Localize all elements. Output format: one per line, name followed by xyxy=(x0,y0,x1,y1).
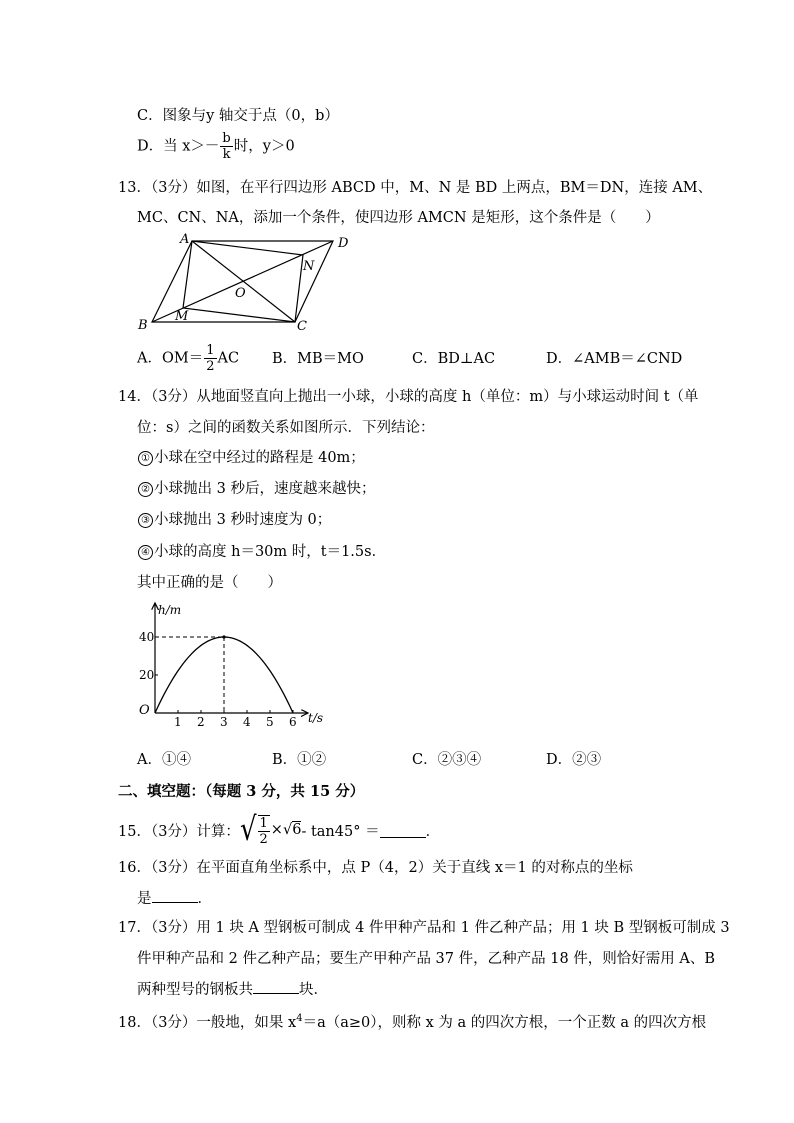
q15-end: ． xyxy=(425,823,441,840)
q15-sqrt-fraction xyxy=(258,815,270,846)
x-tick-label: 3 xyxy=(220,715,228,729)
q14-statement-4 xyxy=(137,540,386,561)
vertex-point xyxy=(222,635,225,638)
q15 xyxy=(118,812,440,848)
q15-sqrt-half xyxy=(239,811,271,849)
q15-times: × xyxy=(270,822,283,838)
q13-option-a-suffix: AC xyxy=(217,350,240,367)
x-axis-label: t/s xyxy=(308,711,324,725)
q14-height-time-graph xyxy=(130,598,335,730)
q13-option-a-prefix: A．OM＝ xyxy=(137,350,204,367)
y-tick-label: 20 xyxy=(139,668,155,682)
q13-fraction-num: 1 xyxy=(206,343,215,358)
q16-answer-blank[interactable] xyxy=(152,888,198,903)
label-a: A xyxy=(180,232,190,247)
q14-option-d: D．②③ xyxy=(546,752,602,768)
label-n: N xyxy=(303,259,315,274)
q13-stem-line2: MC、CN、NA，添加一个条件，使四边形 AMCN 是矩形，这个条件是（ ） xyxy=(137,210,660,226)
circled-3: ③ xyxy=(138,513,153,528)
q18-rest: ＝a（a≥0），则称 x 为 a 的四次方根，一个正数 a 的四次方根 xyxy=(302,1015,707,1031)
x-tick-label: 6 xyxy=(289,715,297,729)
label-b: B xyxy=(138,318,148,333)
x-tick-label: 4 xyxy=(243,715,251,729)
y-axis-label: h/m xyxy=(158,603,182,617)
q15-radicand: 6 xyxy=(292,822,302,838)
q18-line1 xyxy=(118,1011,706,1032)
q14-stem-line2: 位：s）之间的函数关系如图所示．下列结论： xyxy=(137,420,435,436)
q14-statement-1-text: 小球在空中经过的路程是 40m； xyxy=(154,450,365,466)
x-tick-label: 2 xyxy=(197,715,205,729)
label-d: D xyxy=(338,236,349,251)
label-m: M xyxy=(175,309,189,324)
label-o: O xyxy=(235,286,246,301)
x-tick-label: 5 xyxy=(266,715,274,729)
q14-statement-4-text: 小球的高度 h＝30m 时，t＝1.5s． xyxy=(154,544,387,560)
q16-line2-prefix: 是 xyxy=(137,891,152,907)
radical-sign-icon: √ xyxy=(239,811,257,849)
q17-line3-prefix: 两种型号的钢板共 xyxy=(137,982,253,998)
q13-option-c: C．BD⊥AC xyxy=(412,351,496,367)
q15-sqrt-six xyxy=(283,822,301,838)
q14-option-c: C．②③④ xyxy=(412,752,482,768)
q14-option-b: B．①② xyxy=(272,752,327,768)
q14-option-a: A．①④ xyxy=(137,752,191,768)
q18-prefix: 18．（3分）一般地，如果 x xyxy=(118,1015,297,1031)
q12-option-c: C．图象与y 轴交于点（0，b） xyxy=(137,108,339,124)
q13-stem-line1: 13．（3分）如图，在平行四边形 ABCD 中，M、N 是 BD 上两点，BM＝DN，连接 AM、 xyxy=(118,180,713,196)
q13-option-a xyxy=(137,344,239,373)
diagonal-ac xyxy=(192,241,295,322)
q12-option-d xyxy=(137,132,295,161)
label-c: C xyxy=(297,319,307,334)
section-2-title: 二、填空题：（每题 3 分，共 15 分） xyxy=(118,783,365,800)
q14-question: 其中正确的是（ ） xyxy=(137,575,282,591)
circled-2: ② xyxy=(138,482,153,497)
q15-prefix: 15．（3分）计算： xyxy=(118,823,240,840)
q13-parallelogram-figure xyxy=(135,230,365,335)
q12-fraction-den: k xyxy=(222,147,231,162)
q16-line2-end: ． xyxy=(197,891,212,907)
q13-option-d: D．∠AMB＝∠CND xyxy=(546,351,683,367)
q17-line1: 17．（3分）用 1 块 A 型钢板可制成 4 件甲种产品和 1 件乙种产品；用 1 块 B 型钢板可制成 3 xyxy=(118,920,730,936)
q17-answer-blank[interactable] xyxy=(253,979,299,994)
q16-line1: 16．（3分）在平面直角坐标系中，点 P（4，2）关于直线 x＝1 的对称点的坐标 xyxy=(118,860,633,876)
q17-line3-end: 块． xyxy=(299,982,328,998)
q14-statement-2 xyxy=(137,477,375,498)
q13-option-b: B．MB＝MO xyxy=(272,351,364,367)
q14-statement-1 xyxy=(137,446,365,467)
y-tick-label: 40 xyxy=(139,630,155,644)
q14-stem-line1: 14．（3分）从地面竖直向上抛出一小球，小球的高度 h（单位：m）与小球运动时间 t（单 xyxy=(118,389,699,405)
q17-line3 xyxy=(137,978,328,999)
q17-line2: 件甲种产品和 2 件乙种产品；要生产甲种产品 37 件，乙种产品 18 件，则恰好需用 A、B xyxy=(137,951,716,967)
q12-option-d-suffix: 时，y＞0 xyxy=(233,138,295,155)
q12-fraction-num: b xyxy=(222,131,231,146)
q18-exponent: 4 xyxy=(296,1013,303,1025)
q13-fraction-den: 2 xyxy=(206,359,215,374)
q14-statement-3 xyxy=(137,508,331,529)
q13-fraction xyxy=(204,344,216,373)
origin-label: O xyxy=(139,703,150,718)
q14-statement-3-text: 小球抛出 3 秒时速度为 0； xyxy=(154,512,332,528)
x-tick-label: 1 xyxy=(174,715,182,729)
radical-sign-icon: √ xyxy=(282,822,293,838)
q16-line2 xyxy=(137,887,212,908)
q15-fraction-den: 2 xyxy=(259,831,268,847)
circled-4: ④ xyxy=(138,545,153,560)
q15-fraction-num: 1 xyxy=(259,815,268,831)
q15-rest: - tan45° ＝ xyxy=(301,823,380,840)
circled-1: ① xyxy=(138,451,153,466)
q12-option-d-prefix: D．当 x＞－ xyxy=(137,138,220,155)
q15-answer-blank[interactable] xyxy=(380,823,426,838)
q14-statement-2-text: 小球抛出 3 秒后，速度越来越快； xyxy=(154,481,376,497)
q12-fraction xyxy=(220,132,232,161)
